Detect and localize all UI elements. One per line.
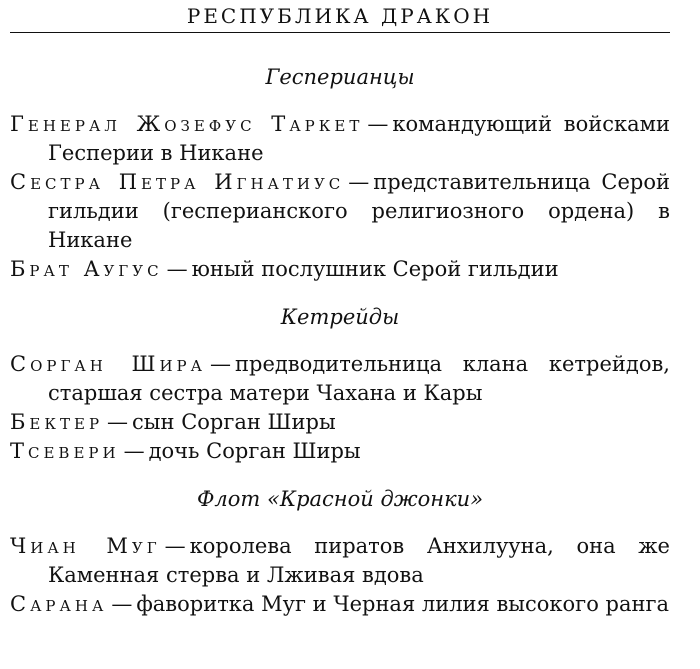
character-description: предводительница клана кетрейдов, старшая сестра матери Чахана и Кары [48,352,670,405]
character-description: королева пиратов Анхилууна, она же Каменная стерва и Лживая вдова [48,534,670,587]
character-entry [10,590,670,619]
character-entry [10,350,670,408]
section-red-junk-fleet [10,484,670,619]
character-list [10,62,670,619]
separator-dash: — [348,170,370,194]
separator-dash: — [166,257,188,281]
header-rule [10,32,670,33]
section-title: Гесперианцы [265,65,415,89]
separator-dash: — [107,410,129,434]
section-ketreids [10,302,670,466]
separator-dash: — [164,534,186,558]
character-entry [10,110,670,168]
character-name: Сестра Петра Игнатиус [10,170,345,194]
separator-dash: — [111,592,133,616]
character-entry [10,255,670,284]
character-name: Тсевери [10,439,120,463]
character-entry [10,408,670,437]
character-entry [10,437,670,466]
character-name: Генерал Жозефус Таркет [10,112,364,136]
character-name: Сорган Шира [10,352,206,376]
section-title: Кетрейды [280,305,400,329]
character-name: Сарана [10,592,108,616]
character-name: Брат Аугус [10,257,163,281]
character-description: фаворитка Муг и Черная лилия высокого ранга [136,592,669,616]
character-description: юный послушник Серой гильдии [191,257,559,281]
separator-dash: — [123,439,145,463]
character-description: представительница Серой гильдии (гесперианского религиозного ордена) в Никане [48,170,670,252]
character-description: дочь Сорган Ширы [148,439,361,463]
character-description: командующий войсками Гесперии в Никане [48,112,670,165]
character-entry [10,532,670,590]
separator-dash: — [367,112,389,136]
character-name: Бектер [10,410,104,434]
character-description: сын Сорган Ширы [132,410,336,434]
section-title: Флот «Красной джонки» [196,487,484,511]
separator-dash: — [210,352,231,376]
character-entry [10,168,670,255]
section-hesperians [10,62,670,284]
character-name: Чиан Муг [10,534,161,558]
running-head: РЕСПУБЛИКА ДРАКОН [186,4,494,28]
